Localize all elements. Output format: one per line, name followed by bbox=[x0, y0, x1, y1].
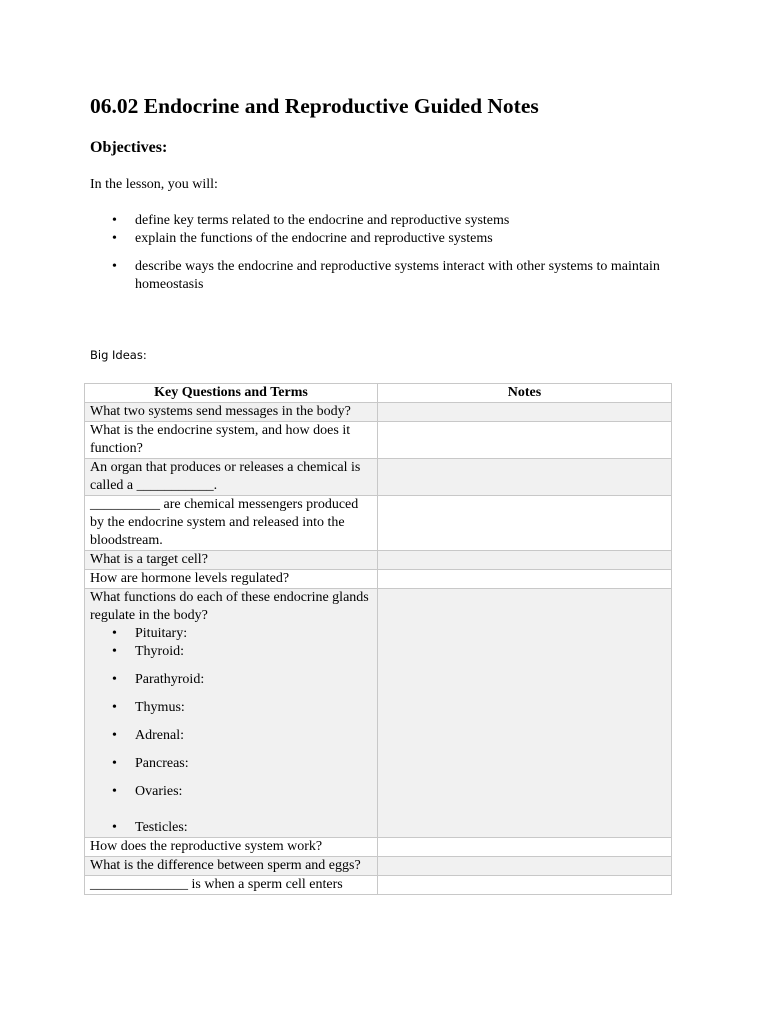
big-ideas-label: Big Ideas: bbox=[90, 348, 147, 362]
gland-item: • Pituitary: bbox=[90, 625, 372, 643]
question-cell: How are hormone levels regulated? bbox=[85, 570, 378, 589]
page-title: 06.02 Endocrine and Reproductive Guided Notes bbox=[90, 94, 539, 118]
gland-item: • Thyroid: bbox=[90, 643, 372, 661]
question-cell: What is the endocrine system, and how does it function? bbox=[85, 422, 378, 459]
header-key-questions: Key Questions and Terms bbox=[85, 384, 378, 403]
glands-list bbox=[90, 625, 372, 837]
notes-cell[interactable] bbox=[378, 857, 672, 876]
table-row bbox=[85, 459, 672, 496]
objective-item: • explain the functions of the endocrine and reproductive systems bbox=[90, 230, 660, 248]
notes-cell[interactable] bbox=[378, 589, 672, 838]
notes-cell[interactable] bbox=[378, 496, 672, 551]
question-cell: __________ are chemical messengers produced by the endocrine system and released into the bloodstream. bbox=[85, 496, 378, 551]
gland-item: • Pancreas: bbox=[90, 755, 372, 773]
table-row bbox=[85, 570, 672, 589]
gland-item: • Testicles: bbox=[90, 819, 372, 837]
gland-item: • Thymus: bbox=[90, 699, 372, 717]
guided-notes-table bbox=[84, 383, 672, 895]
gland-item: • Ovaries: bbox=[90, 783, 372, 801]
table-row bbox=[85, 496, 672, 551]
question-cell bbox=[85, 589, 378, 838]
objectives-list bbox=[90, 212, 660, 294]
question-cell: What is the difference between sperm and eggs? bbox=[85, 857, 378, 876]
notes-cell[interactable] bbox=[378, 570, 672, 589]
objective-item: • describe ways the endocrine and reproductive systems interact with other systems to maintain homeostasis bbox=[90, 258, 660, 294]
table-row bbox=[85, 838, 672, 857]
objective-item: • define key terms related to the endocrine and reproductive systems bbox=[90, 212, 660, 230]
notes-cell[interactable] bbox=[378, 551, 672, 570]
objectives-heading: Objectives: bbox=[90, 139, 168, 156]
question-cell: An organ that produces or releases a chemical is called a ___________. bbox=[85, 459, 378, 496]
gland-item: • Parathyroid: bbox=[90, 671, 372, 689]
question-cell: What is a target cell? bbox=[85, 551, 378, 570]
intro-text: In the lesson, you will: bbox=[90, 177, 218, 192]
notes-cell[interactable] bbox=[378, 838, 672, 857]
table-row bbox=[85, 551, 672, 570]
table-header-row bbox=[85, 384, 672, 403]
table-row bbox=[85, 589, 672, 838]
question-cell: How does the reproductive system work? bbox=[85, 838, 378, 857]
table-row bbox=[85, 876, 672, 895]
question-cell: What two systems send messages in the body? bbox=[85, 403, 378, 422]
table-row bbox=[85, 422, 672, 459]
notes-cell[interactable] bbox=[378, 422, 672, 459]
gland-item: • Adrenal: bbox=[90, 727, 372, 745]
table-row bbox=[85, 857, 672, 876]
question-cell: ______________ is when a sperm cell enters bbox=[85, 876, 378, 895]
glands-question: What functions do each of these endocrine glands regulate in the body? bbox=[90, 590, 369, 623]
notes-cell[interactable] bbox=[378, 403, 672, 422]
notes-cell[interactable] bbox=[378, 876, 672, 895]
notes-cell[interactable] bbox=[378, 459, 672, 496]
header-notes: Notes bbox=[378, 384, 672, 403]
table-row bbox=[85, 403, 672, 422]
